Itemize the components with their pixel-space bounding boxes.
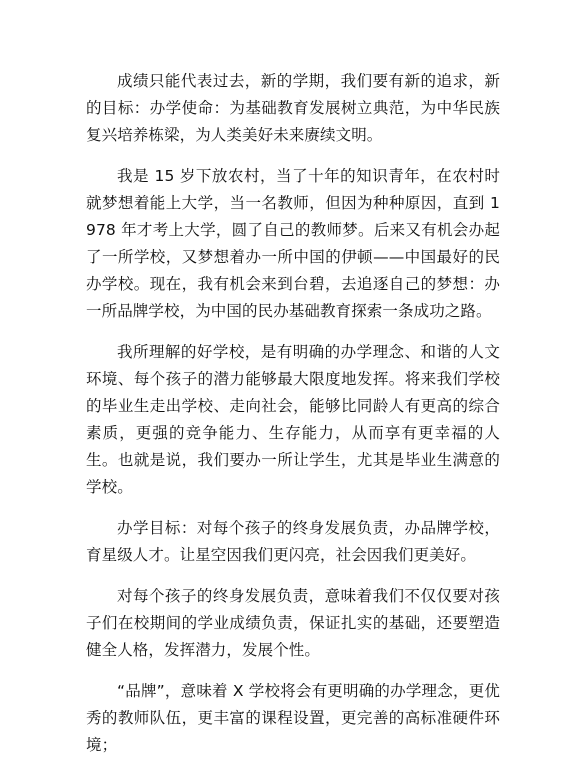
- document-body: [86, 68, 500, 773]
- paragraph-personal-story: 我是 15 岁下放农村，当了十年的知识青年，在农村时就梦想着能上大学，当一名教师，但因为种种原因，直到 1978 年才考上大学，圆了自己的教师梦。后来又有机会办起了一所学校，又梦想着办一所中国的伊顿——中国最好的民办学校。现在，我有机会来到台碧，去追逐自己的梦想：办一所品牌学校，为中国的民办基础教育探索一条成功之路。: [86, 167, 500, 320]
- paragraph-responsibility: 对每个孩子的终身发展负责，意味着我们不仅仅要对孩子们在校期间的学业成绩负责，保证扎实的基础，还要塑造健全人格，发挥潜力，发展个性。: [86, 587, 500, 659]
- paragraph-mission: 成绩只能代表过去，新的学期，我们要有新的追求，新的目标：办学使命：为基础教育发展树立典范，为中华民族复兴培养栋梁，为人类美好未来赓续文明。: [86, 72, 500, 144]
- paragraph-brand: “品牌”，意味着 X 学校将会有更明确的办学理念，更优秀的教师队伍，更丰富的课程设置，更完善的高标准硬件环境；: [86, 682, 500, 754]
- paragraph-good-school: 我所理解的好学校，是有明确的办学理念、和谐的人文环境、每个孩子的潜力能够最大限度地发挥。将来我们学校的毕业生走出学校、走向社会，能够比同龄人有更高的综合素质，更强的竞争能力、生存能力，从而享有更幸福的人生。也就是说，我们要办一所让学生，尤其是毕业生满意的学校。: [86, 343, 500, 496]
- paragraph-school-goal: 办学目标：对每个孩子的终身发展负责，办品牌学校，育星级人才。让星空因我们更闪亮，社会因我们更美好。: [86, 519, 500, 564]
